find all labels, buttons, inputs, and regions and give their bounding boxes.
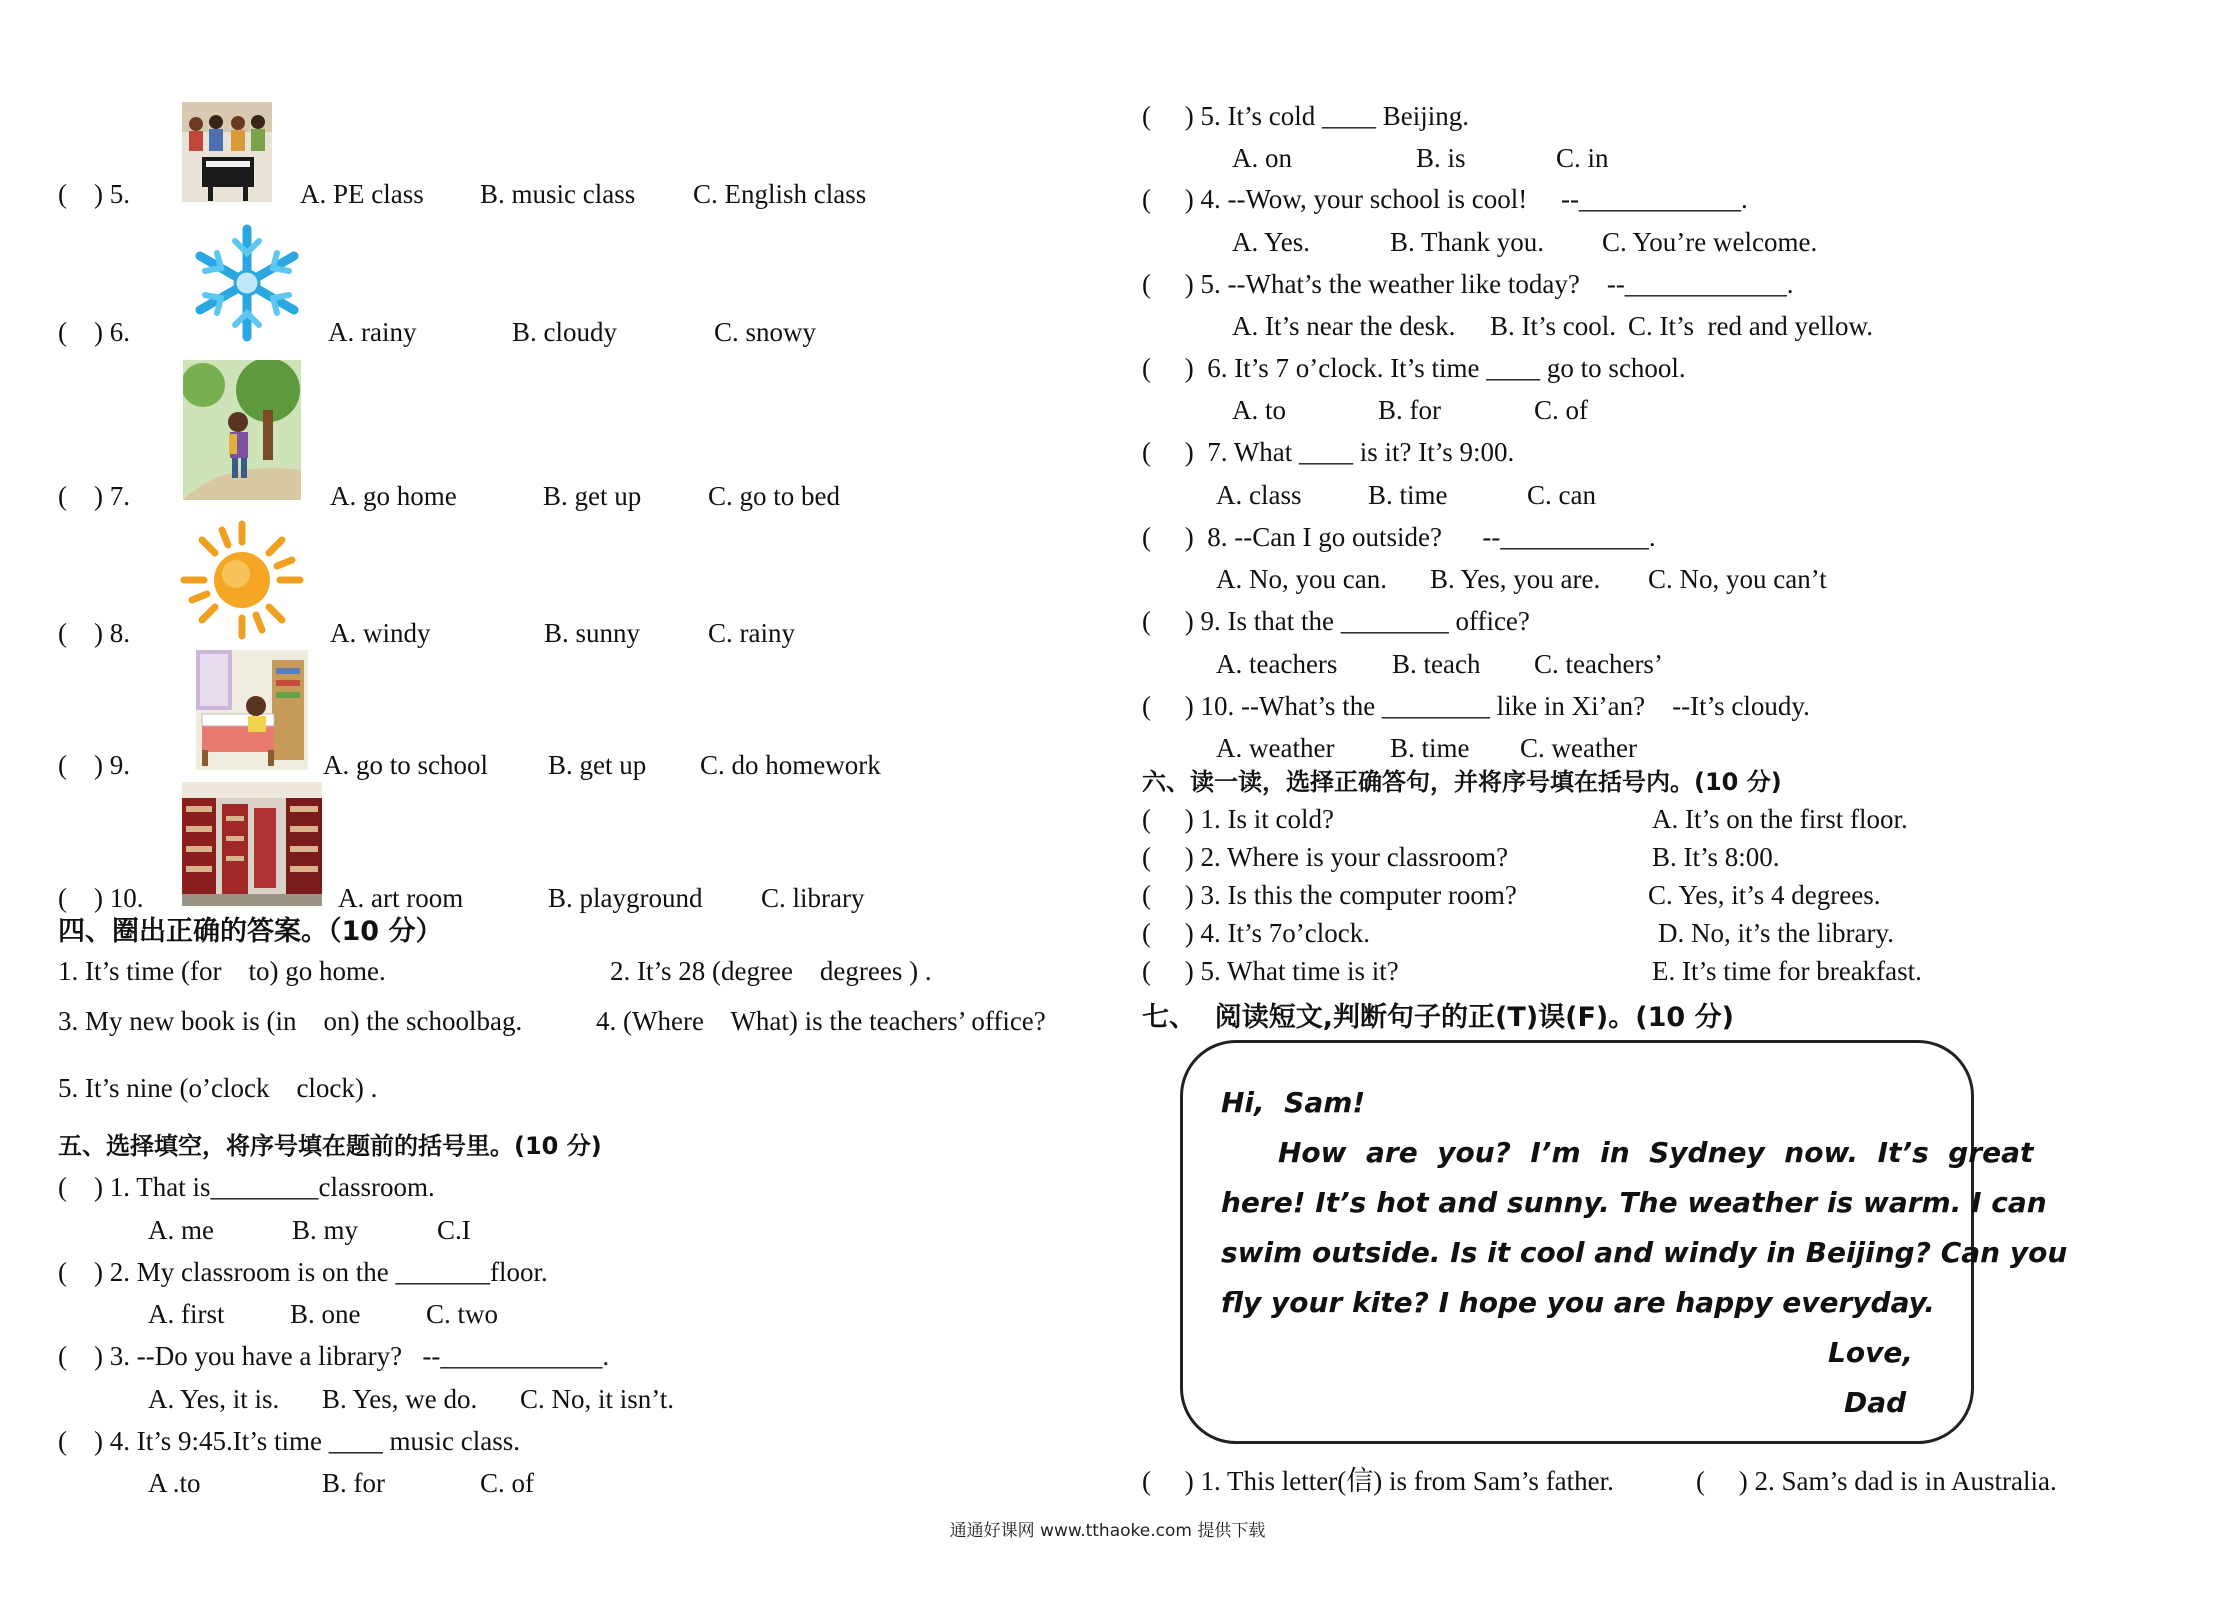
section6-question-3: ( ) 3. Is this the computer room? — [1142, 880, 1517, 910]
letter-greeting: Hi, Sam! — [1221, 1086, 1366, 1119]
section5-q4-option-b: B. for — [322, 1468, 385, 1498]
letter-line-4: fly your kite? I hope you are happy everyday. — [1221, 1286, 1935, 1319]
section4-line-1: 1. It’s time (for to) go home. — [58, 956, 386, 986]
right-question-1: ( ) 5. It’s cold ____ Beijing. — [1142, 101, 1469, 131]
library-picture — [182, 782, 322, 906]
pic-question-10-option-a: A. art room — [338, 883, 464, 913]
pic-question-7-number: ( ) 7. — [58, 481, 130, 511]
section6-question-5: ( ) 5. What time is it? — [1142, 956, 1399, 986]
pic-question-7-option-b: B. get up — [543, 481, 642, 511]
pic-question-8-option-c: C. rainy — [708, 618, 795, 648]
letter-box — [1180, 1040, 2068, 1444]
right-q5-option-b: B. time — [1368, 480, 1448, 510]
pic-question-10-number: ( ) 10. — [58, 883, 144, 913]
right-q2-option-c: C. You’re welcome. — [1602, 227, 1818, 257]
right-q7-option-c: C. teachers’ — [1534, 649, 1663, 679]
right-q1-option-c: C. in — [1556, 143, 1609, 173]
section5-question-1: ( ) 1. That is________classroom. — [58, 1172, 435, 1202]
pic-question-10-option-b: B. playground — [548, 883, 703, 913]
section4-line-2: 2. It’s 28 (degree degrees ) . — [610, 956, 932, 986]
section5-q2-option-a: A. first — [148, 1299, 225, 1329]
section6-question-1: ( ) 1. Is it cold? — [1142, 804, 1334, 834]
section6-answer-d: D. No, it’s the library. — [1658, 918, 1894, 948]
section6-title: 六、读一读，选择正确答句，并将序号填在括号内。(10 分) — [1142, 768, 1782, 796]
right-question-7: ( ) 9. Is that the ________ office? — [1142, 606, 1530, 636]
letter-signature: Dad — [1844, 1386, 1907, 1419]
right-q4-option-c: C. of — [1534, 395, 1588, 425]
footer-credit: 通通好课网 www.tthaoke.com 提供下载 — [949, 1521, 1266, 1541]
pic-question-6-number: ( ) 6. — [58, 317, 130, 347]
right-q3-option-a: A. It’s near the desk. — [1232, 311, 1456, 341]
section5-question-3: ( ) 3. --Do you have a library? --____________. — [58, 1341, 610, 1371]
walking-home-picture — [183, 360, 301, 500]
pic-question-6-option-b: B. cloudy — [512, 317, 617, 347]
section7-statement-2: ( ) 2. Sam’s dad is in Australia. — [1696, 1466, 2057, 1496]
section5-title: 五、选择填空，将序号填在题前的括号里。(10 分) — [58, 1132, 602, 1160]
right-q5-option-c: C. can — [1527, 480, 1596, 510]
letter-line-3: swim outside. Is it cool and windy in Beijing? Can you — [1221, 1236, 2068, 1269]
right-q8-option-a: A. weather — [1216, 733, 1335, 763]
section5-q3-option-c: C. No, it isn’t. — [520, 1384, 675, 1414]
section5-question-2: ( ) 2. My classroom is on the _______floor. — [58, 1257, 548, 1287]
section5-q1-option-a: A. me — [148, 1215, 214, 1245]
right-question-2: ( ) 4. --Wow, your school is cool! --____________. — [1142, 184, 1748, 214]
letter-line-1: How are you? I’m in Sydney now. It’s great — [1278, 1136, 2034, 1169]
sun-picture — [180, 520, 304, 640]
section7-statement-1: ( ) 1. This letter(信) is from Sam’s father. — [1142, 1466, 1614, 1496]
right-question-6: ( ) 8. --Can I go outside? --___________. — [1142, 522, 1656, 552]
letter-closing: Love, — [1828, 1336, 1913, 1369]
pic-question-8-option-a: A. windy — [330, 618, 431, 648]
right-q2-option-b: B. Thank you. — [1390, 227, 1544, 257]
right-q6-option-a: A. No, you can. — [1216, 564, 1387, 594]
pic-question-9-option-a: A. go to school — [323, 750, 488, 780]
right-q6-option-c: C. No, you can’t — [1648, 564, 1827, 594]
right-q5-option-a: A. class — [1216, 480, 1302, 510]
right-question-3: ( ) 5. --What’s the weather like today? --____________. — [1142, 269, 1794, 299]
right-q7-option-b: B. teach — [1392, 649, 1481, 679]
section4-line-3: 3. My new book is (in on) the schoolbag. — [58, 1006, 523, 1036]
right-q2-option-a: A. Yes. — [1232, 227, 1311, 257]
right-q3-option-b: B. It’s cool. — [1490, 311, 1616, 341]
right-q1-option-a: A. on — [1232, 143, 1292, 173]
right-q4-option-b: B. for — [1378, 395, 1441, 425]
section6-answer-a: A. It’s on the first floor. — [1652, 804, 1908, 834]
section5-q2-option-c: C. two — [426, 1299, 499, 1329]
getting-up-picture — [196, 650, 308, 770]
section5-q3-option-a: A. Yes, it is. — [148, 1384, 280, 1414]
snowflake-picture — [182, 224, 312, 342]
section5-q2-option-b: B. one — [290, 1299, 361, 1329]
pic-question-8-number: ( ) 8. — [58, 618, 130, 648]
right-question-5: ( ) 7. What ____ is it? It’s 9:00. — [1142, 437, 1515, 467]
right-q6-option-b: B. Yes, you are. — [1430, 564, 1601, 594]
pic-question-10-option-c: C. library — [761, 883, 865, 913]
pic-question-6-option-a: A. rainy — [328, 317, 417, 347]
section6-question-2: ( ) 2. Where is your classroom? — [1142, 842, 1509, 872]
section6-question-4: ( ) 4. It’s 7o’clock. — [1142, 918, 1370, 948]
pic-question-9-option-c: C. do homework — [700, 750, 881, 780]
right-question-8: ( ) 10. --What’s the ________ like in Xi’an? --It’s cloudy. — [1142, 691, 1810, 721]
section7-title: 七、 阅读短文,判断句子的正(T)误(F)。(10 分) — [1142, 1002, 1734, 1033]
pic-question-5-option-c: C. English class — [693, 179, 867, 209]
pic-question-5-option-a: A. PE class — [300, 179, 424, 209]
music-room-picture — [182, 102, 272, 202]
pic-question-7-option-a: A. go home — [330, 481, 457, 511]
section6-answer-e: E. It’s time for breakfast. — [1652, 956, 1922, 986]
right-q8-option-b: B. time — [1390, 733, 1470, 763]
right-q8-option-c: C. weather — [1520, 733, 1637, 763]
section4-line-5: 5. It’s nine (o’clock clock) . — [58, 1073, 378, 1103]
section4-title: 四、圈出正确的答案。（10 分） — [58, 916, 443, 947]
section5-q4-option-a: A .to — [148, 1468, 201, 1498]
right-q4-option-a: A. to — [1232, 395, 1286, 425]
section4-line-4: 4. (Where What) is the teachers’ office? — [596, 1006, 1046, 1036]
right-question-4: ( ) 6. It’s 7 o’clock. It’s time ____ go to school. — [1142, 353, 1686, 383]
pic-question-9-option-b: B. get up — [548, 750, 647, 780]
section5-question-4: ( ) 4. It’s 9:45.It’s time ____ music class. — [58, 1426, 520, 1456]
pic-question-9-number: ( ) 9. — [58, 750, 130, 780]
pic-question-7-option-c: C. go to bed — [708, 481, 840, 511]
right-q3-option-c: C. It’s red and yellow. — [1628, 311, 1873, 341]
section6-answer-b: B. It’s 8:00. — [1652, 842, 1780, 872]
pic-question-5-number: ( ) 5. — [58, 179, 130, 209]
pic-question-8-option-b: B. sunny — [544, 618, 641, 648]
pic-question-5-option-b: B. music class — [480, 179, 636, 209]
section6-answer-c: C. Yes, it’s 4 degrees. — [1648, 880, 1881, 910]
section5-q3-option-b: B. Yes, we do. — [322, 1384, 478, 1414]
section5-q4-option-c: C. of — [480, 1468, 534, 1498]
section5-q1-option-c: C.I — [437, 1215, 471, 1245]
right-q1-option-b: B. is — [1416, 143, 1466, 173]
right-q7-option-a: A. teachers — [1216, 649, 1338, 679]
pic-question-6-option-c: C. snowy — [714, 317, 817, 347]
letter-line-2: here! It’s hot and sunny. The weather is warm. I can — [1221, 1186, 2047, 1219]
section5-q1-option-b: B. my — [292, 1215, 359, 1245]
